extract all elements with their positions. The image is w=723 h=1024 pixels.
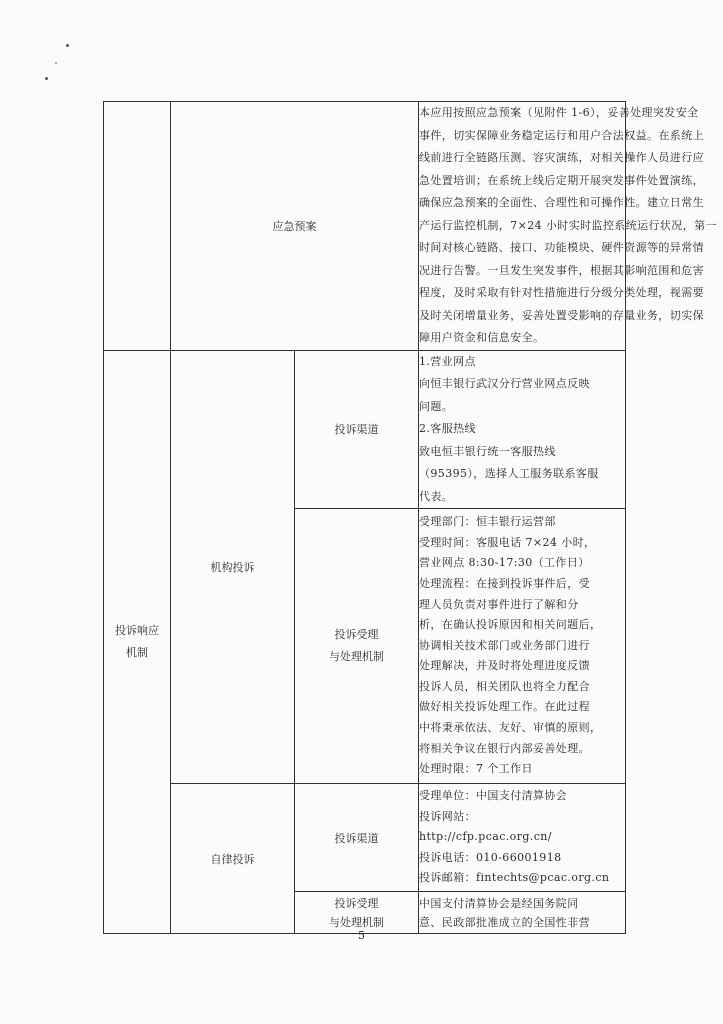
selfreg-handling-label — [295, 892, 419, 934]
selfreg-channel-row — [104, 784, 626, 892]
text-line: 投诉电话：010-66001918 — [419, 850, 562, 864]
institution-complaint-label: 机构投诉 — [171, 350, 295, 784]
institution-channel-row — [104, 350, 626, 509]
text-line: 投诉网站： — [419, 809, 476, 823]
text-line: 向恒丰银行武汉分行营业网点反映 — [419, 377, 590, 390]
emergency-text — [419, 102, 717, 351]
text-line: （95395），选择人工服务联系客服 — [419, 467, 599, 480]
emergency-label: 应急预案 — [171, 102, 419, 351]
scan-speck — [45, 77, 48, 80]
text-line: 2.客服热线 — [419, 422, 476, 435]
scan-speck — [66, 44, 69, 47]
text-line: 析，在确认投诉原因和相关问题后， — [419, 618, 602, 632]
institution-channel-label: 投诉渠道 — [295, 350, 419, 509]
selfreg-channel-text — [419, 784, 626, 892]
text-line: 障用户资金和信息安全。 — [419, 331, 545, 344]
text-line: 协调相关技术部门或业务部门进行 — [419, 638, 590, 652]
institution-channel-text — [419, 350, 626, 509]
text-line: 时间对核心链路、接口、功能模块、硬件资源等的异常情 — [419, 241, 704, 254]
label-line: 与处理机制 — [329, 650, 384, 663]
label-line: 与处理机制 — [329, 915, 384, 929]
text-line: 营业网点 8:30-17:30（工作日） — [419, 556, 590, 570]
scan-speck — [55, 62, 57, 64]
text-line: 受理时间：客服电话 7×24 小时， — [419, 535, 596, 549]
text-line: 及时关闭增量业务，妥善处置受影响的存量业务，切实保 — [419, 308, 704, 322]
label-line: 投诉响应 — [115, 623, 159, 637]
emergency-blank-cell — [104, 102, 171, 351]
text-line: 1.营业网点 — [419, 354, 476, 368]
text-line: 确保应急预案的全面性、合理性和可操作性。建立日常生 — [419, 196, 704, 209]
text-line: 产运行监控机制，7×24 小时实时监控系统运行状况，第一 — [419, 218, 717, 232]
selfreg-channel-label: 投诉渠道 — [295, 784, 419, 892]
text-line: 受理单位：中国支付清算协会 — [419, 789, 568, 803]
content-table — [103, 101, 717, 934]
text-line: 本应用按照应急预案（见附件 1-6），妥善处理突发安全 — [419, 106, 699, 119]
text-line: 致电恒丰银行统一客服热线 — [419, 444, 556, 458]
text-line: 意、民政部批准成立的全国性非营 — [419, 915, 590, 929]
label-line: 投诉受理 — [334, 628, 379, 641]
emergency-row — [104, 102, 626, 351]
text-line: 投诉邮箱：fintechts@pcac.org.cn — [419, 871, 610, 885]
text-line: 受理部门：恒丰银行运营部 — [419, 515, 556, 529]
text-line: 将相关争议在银行内部妥善处理。 — [419, 741, 590, 755]
text-line: 中将秉承依法、友好、审慎的原则， — [419, 721, 602, 735]
text-line: 处理解决，并及时将处理进度反馈 — [419, 659, 590, 673]
text-line: 投诉人员，相关团队也将全力配合 — [419, 679, 590, 693]
text-line: 况进行告警。一旦发生突发事件，根据其影响范围和危害 — [419, 263, 704, 277]
institution-handling-text — [419, 509, 626, 784]
label-line: 投诉受理 — [334, 896, 379, 910]
text-line: 理人员负责对事件进行了解和分 — [419, 597, 579, 611]
text-line: http://cfp.pcac.org.cn/ — [419, 830, 552, 844]
text-line: 中国支付清算协会是经国务院同 — [419, 896, 579, 910]
text-line: 急处置培训；在系统上线后定期开展突发事件处置演练， — [419, 173, 704, 187]
text-line: 处理时限：7 个工作日 — [419, 762, 533, 776]
institution-handling-label — [295, 509, 419, 784]
text-line: 问题。 — [419, 399, 454, 413]
text-line: 代表。 — [419, 489, 454, 503]
text-line: 事件，切实保障业务稳定运行和用户合法权益。在系统上 — [419, 128, 704, 142]
text-line: 做好相关投诉处理工作。在此过程 — [419, 700, 590, 714]
text-line: 处理流程：在接到投诉事件后，受 — [419, 576, 590, 590]
text-line: 线前进行全链路压测、容灾演练，对相关操作人员进行应 — [419, 151, 704, 164]
complaint-mechanism-label — [104, 350, 171, 934]
label-line: 机制 — [126, 645, 148, 659]
page-number: 5 — [358, 929, 365, 942]
selfreg-complaint-label: 自律投诉 — [171, 784, 295, 934]
text-line: 程度，及时采取有针对性措施进行分级分类处理，视需要 — [419, 286, 704, 299]
selfreg-handling-text — [419, 892, 626, 934]
